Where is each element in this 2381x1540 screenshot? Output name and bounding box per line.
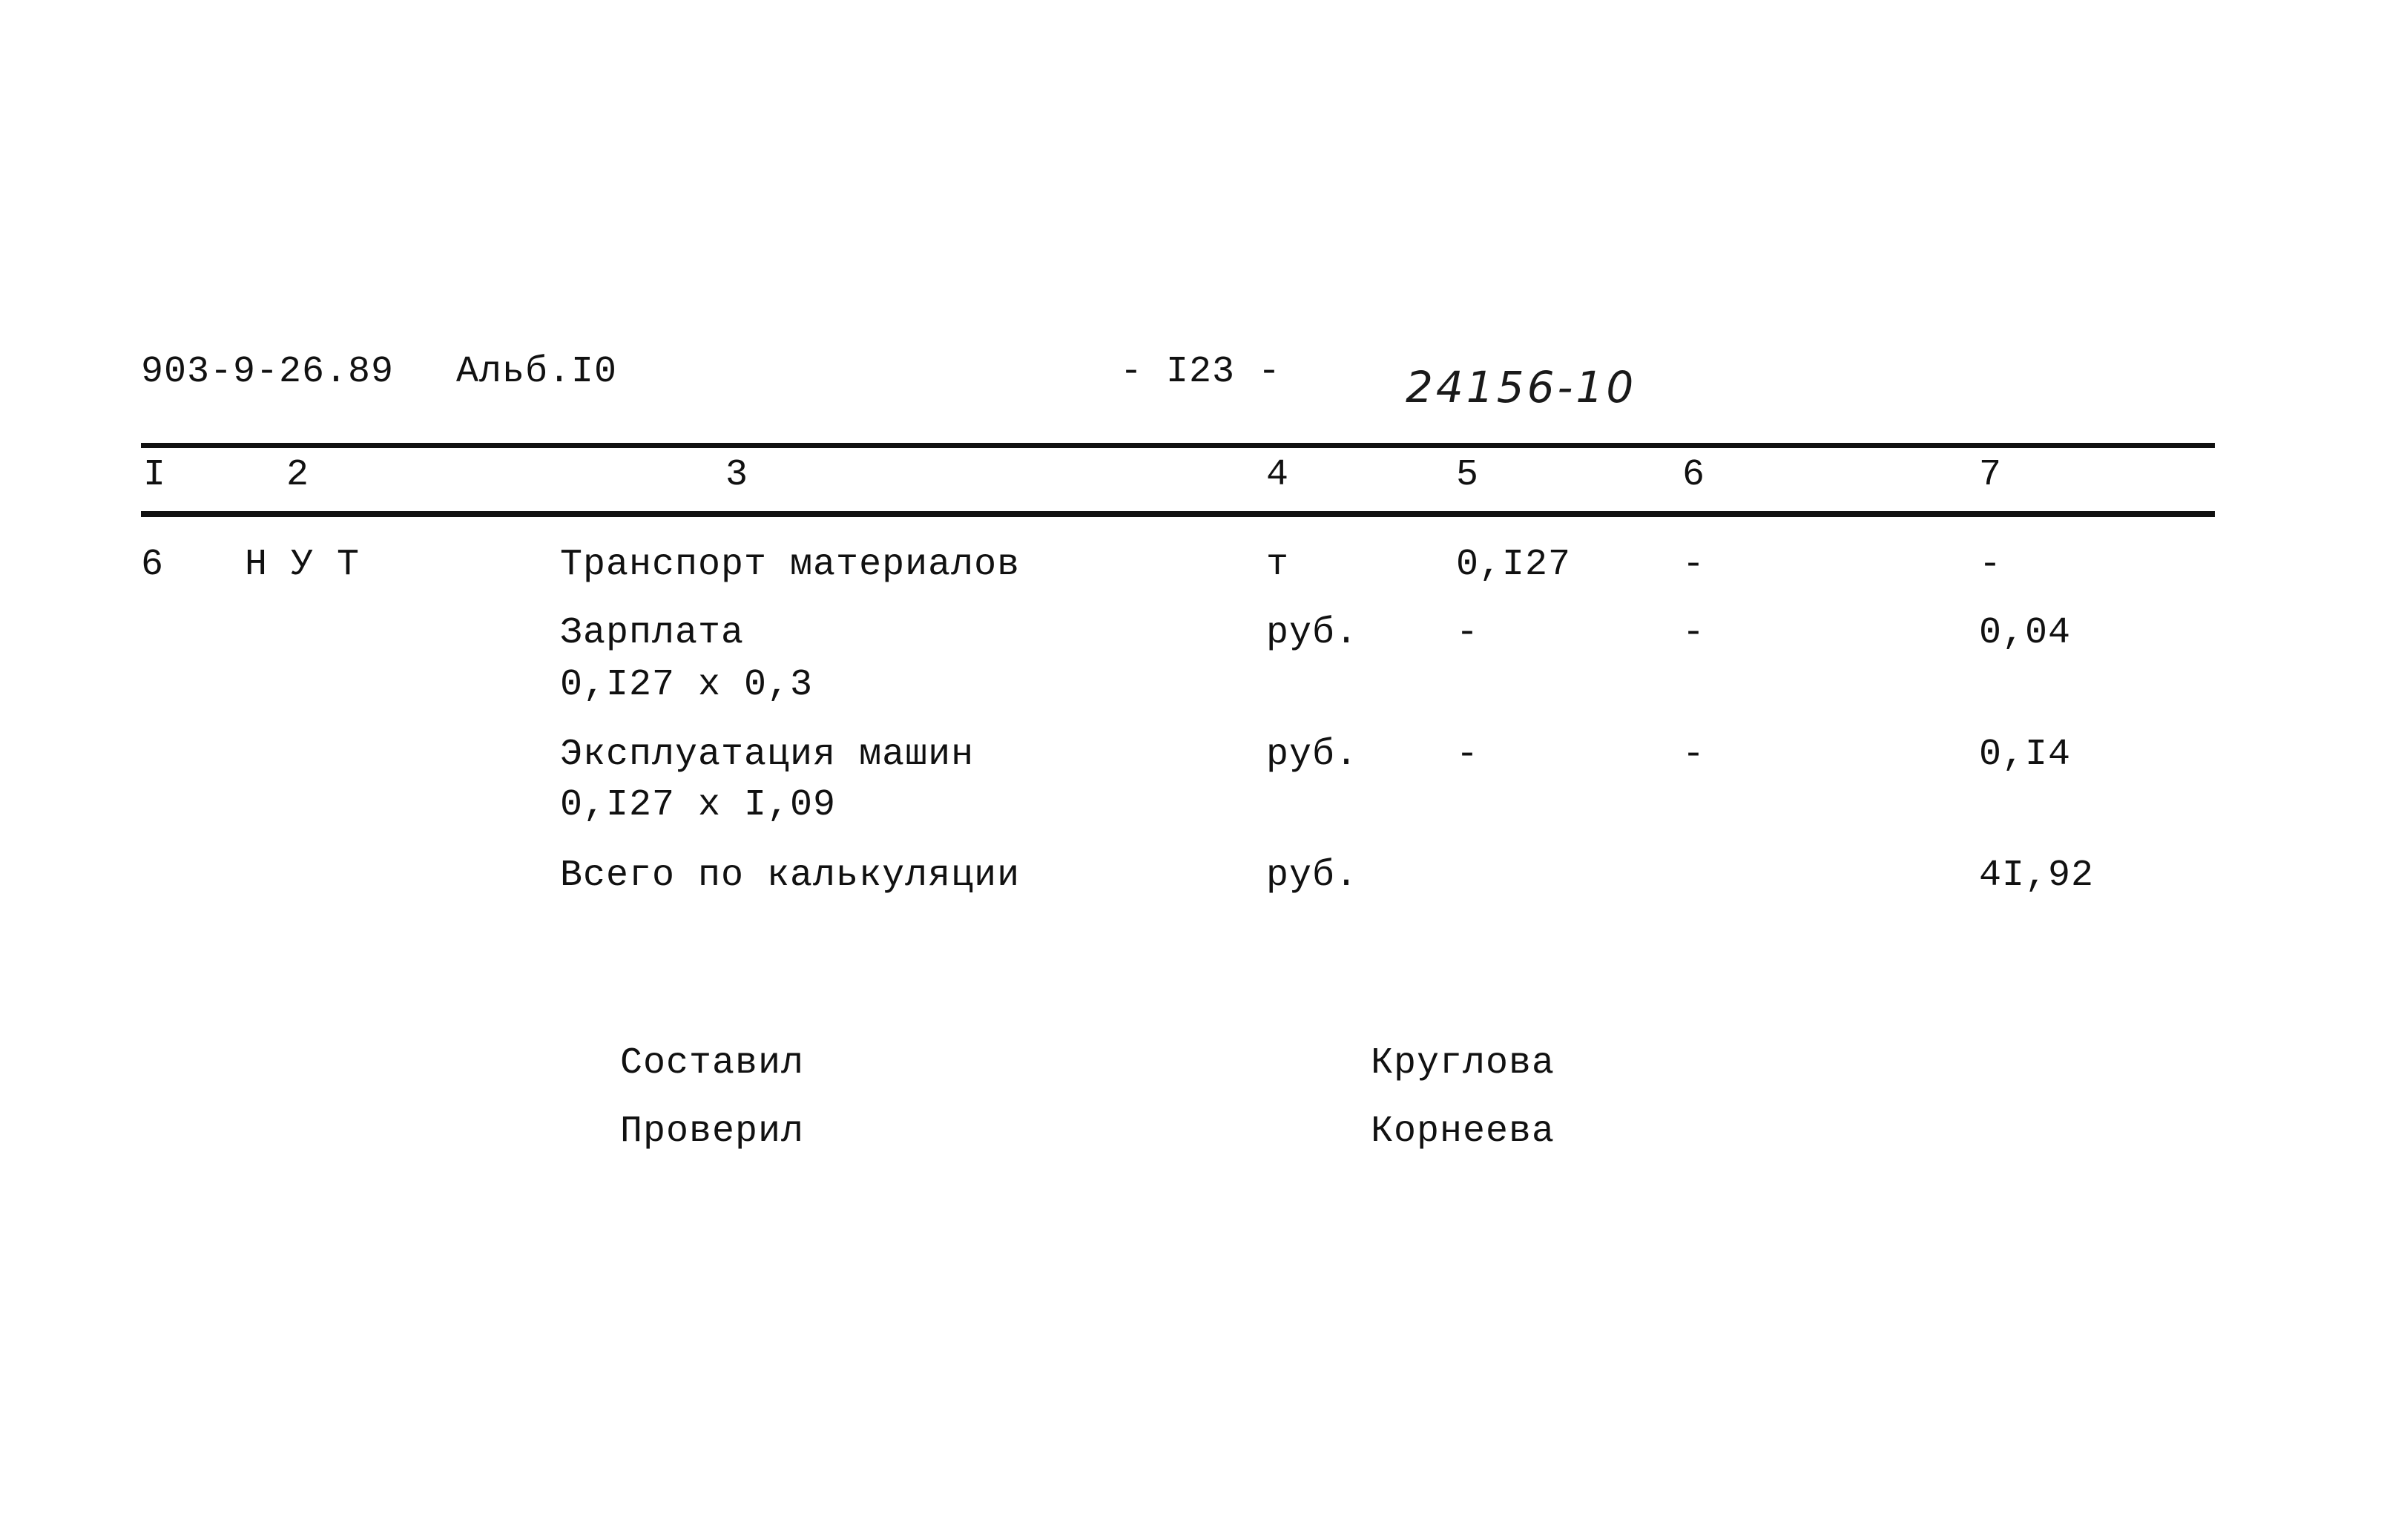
checked-label: Проверил xyxy=(620,1110,805,1153)
row-total: - xyxy=(1979,544,2003,586)
row-calculation: 0,I27 x 0,3 xyxy=(560,664,814,706)
row-qty: - xyxy=(1456,612,1480,654)
col-num-3: 3 xyxy=(725,454,749,496)
row-price: - xyxy=(1682,734,1706,776)
row-name: Всего по калькуляции xyxy=(560,855,1021,897)
row-number: 6 xyxy=(141,544,165,586)
page-number: - I23 - xyxy=(1120,351,1282,393)
row-total: 4I,92 xyxy=(1979,855,2095,897)
table-top-rule xyxy=(141,443,2215,448)
compiled-label: Составил xyxy=(620,1042,805,1085)
row-code: Н У Т xyxy=(245,544,360,586)
row-price: - xyxy=(1682,612,1706,654)
doc-code: 903-9-26.89 xyxy=(141,351,395,393)
table-header-rule xyxy=(141,511,2215,517)
album-label: Альб.I0 xyxy=(456,351,618,393)
row-unit: т xyxy=(1266,544,1290,586)
col-num-2: 2 xyxy=(286,454,310,496)
row-qty: - xyxy=(1456,734,1480,776)
handwritten-number: 24156-10 xyxy=(1406,362,1637,412)
row-name: Эксплуатация машин xyxy=(560,734,975,776)
col-num-5: 5 xyxy=(1456,454,1480,496)
row-calculation: 0,I27 x I,09 xyxy=(560,784,837,826)
row-unit: руб. xyxy=(1266,612,1359,654)
row-unit: руб. xyxy=(1266,734,1359,776)
checked-name: Корнеева xyxy=(1371,1110,1555,1153)
compiled-name: Круглова xyxy=(1371,1042,1555,1085)
row-qty: 0,I27 xyxy=(1456,544,1572,586)
col-num-6: 6 xyxy=(1682,454,1706,496)
col-num-1: I xyxy=(143,454,167,496)
col-num-7: 7 xyxy=(1979,454,2003,496)
row-unit: руб. xyxy=(1266,855,1359,897)
row-total: 0,04 xyxy=(1979,612,2072,654)
row-total: 0,I4 xyxy=(1979,734,2072,776)
row-name: Зарплата xyxy=(560,612,745,654)
row-name: Транспорт материалов xyxy=(560,544,1021,586)
col-num-4: 4 xyxy=(1266,454,1290,496)
row-price: - xyxy=(1682,544,1706,586)
